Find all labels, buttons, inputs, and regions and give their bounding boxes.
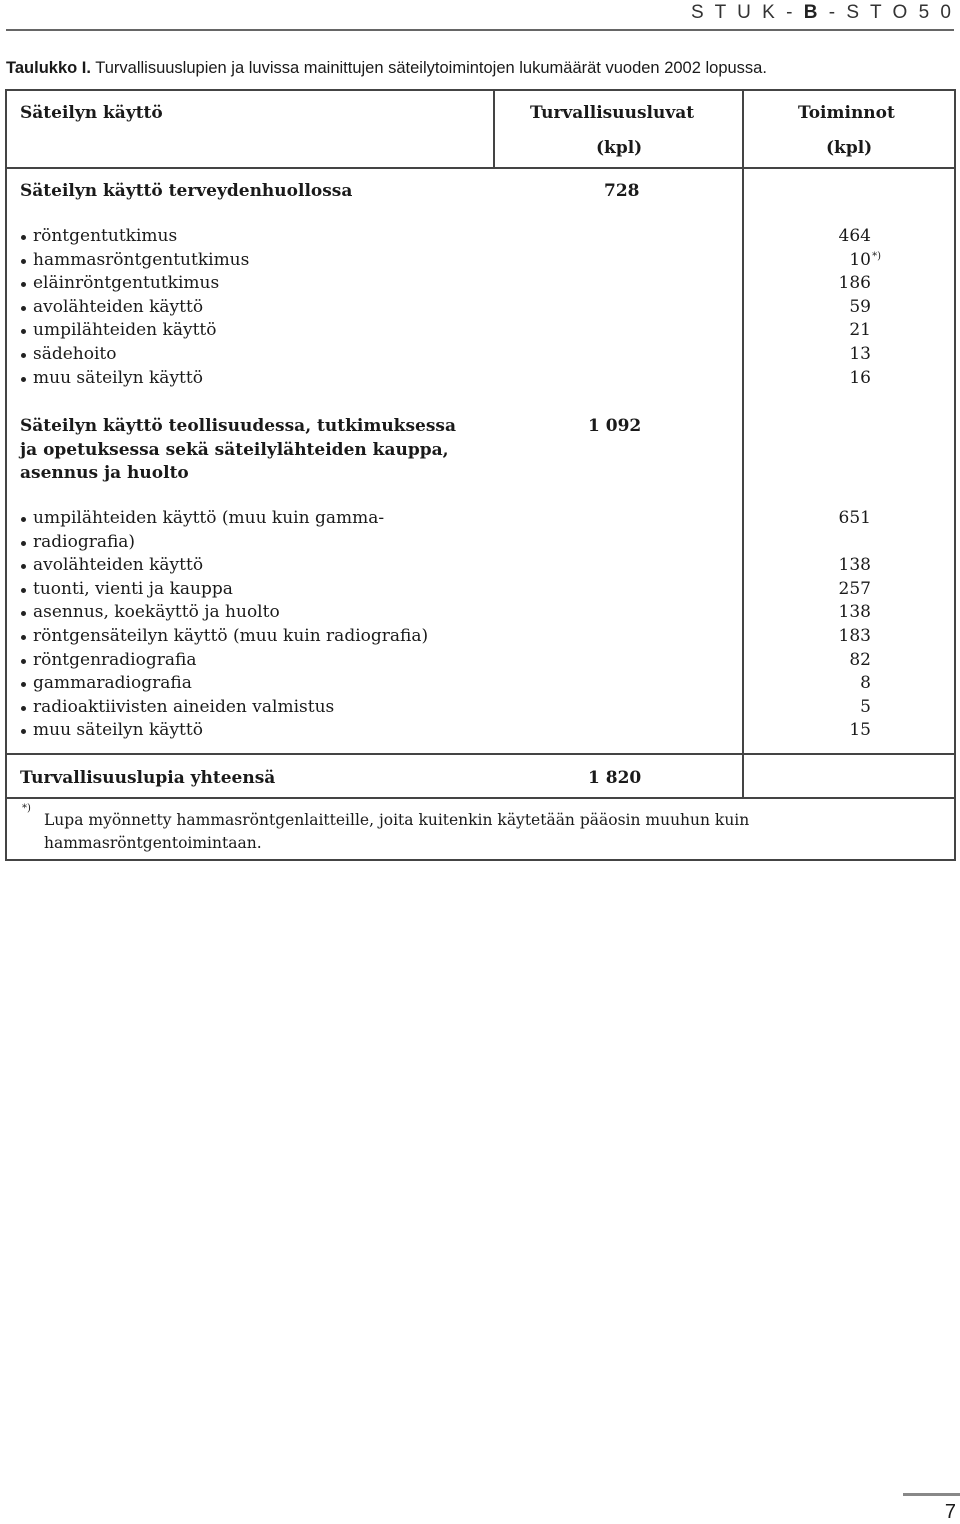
value-cell-blank [801, 531, 871, 555]
list-item: sädehoito [20, 343, 249, 367]
list-item: muu säteilyn käyttö [20, 719, 428, 743]
list-item: muu säteilyn käyttö [20, 367, 249, 391]
value-cell: 13 [849, 343, 871, 364]
section2-title-2: ja opetuksessa sekä säteilylähteiden kauppa, [20, 440, 449, 460]
value-cell: 138 [838, 602, 871, 623]
value-cell: 651 [838, 508, 871, 528]
col2-unit: (kpl) [596, 138, 643, 158]
section1-licences: 728 [604, 181, 640, 201]
list-item: umpilähteiden käyttö [20, 319, 249, 343]
caption-text: Turvallisuuslupien ja luvissa mainittujen säteilytoimintojen lukumäärät vuoden 2002 lopussa. [95, 59, 767, 77]
footnote-line-1: Lupa myönnetty hammasröntgenlaitteille, joita kuitenkin käytetään pääosin muuhun kuin [44, 811, 750, 829]
series-prefix: S T U K - [691, 2, 796, 23]
list-item: avolähteiden käyttö [20, 296, 249, 320]
page-number-rule [903, 1493, 960, 1496]
list-item: tuonti, vienti ja kauppa [20, 578, 428, 602]
series-header [691, 2, 954, 24]
value-cell: 21 [849, 320, 871, 341]
total-divider [742, 755, 744, 799]
section2-licences: 1 092 [588, 416, 642, 436]
list-item: röntgensäteilyn käyttö (muu kuin radiografia) [20, 625, 428, 649]
series-suffix: - S T O 5 0 [828, 2, 954, 23]
section1-list [20, 225, 249, 390]
section2-title-3: asennus ja huolto [20, 463, 189, 483]
series-letter: B [803, 2, 821, 23]
caption-label: Taulukko I. [6, 59, 91, 77]
col3-header: Toiminnot [798, 103, 895, 123]
list-item: umpilähteiden käyttö (muu kuin gamma- [20, 507, 428, 531]
value-cell: 82 [849, 649, 871, 670]
footnote-marker: *) [22, 803, 31, 814]
footnote-line-2: hammasröntgentoimintaan. [44, 834, 262, 852]
list-item: eläinröntgentutkimus [20, 272, 249, 296]
continuation-text: radiografia) [33, 531, 136, 552]
col1-header: Säteilyn käyttö [20, 103, 163, 123]
header-divider-2 [742, 89, 744, 169]
list-item: asennus, koekäyttö ja huolto [20, 601, 428, 625]
list-item: radioaktiivisten aineiden valmistus [20, 696, 428, 720]
value-cell: 257 [838, 578, 871, 599]
section2-list [20, 507, 428, 743]
value-cell: 464 [838, 226, 871, 246]
header-rule [6, 29, 954, 31]
value-cell: 59 [849, 296, 871, 317]
section2-title-1: Säteilyn käyttö teollisuudessa, tutkimuksessa [20, 416, 457, 436]
total-value: 1 820 [588, 768, 642, 788]
value-text: 10 [849, 249, 871, 270]
section1-values [801, 225, 881, 390]
value-cell: 183 [838, 625, 871, 646]
col2-header: Turvallisuusluvat [530, 103, 695, 123]
table-caption [6, 59, 767, 78]
list-item: röntgentutkimus [20, 225, 249, 249]
page-number: 7 [944, 1501, 956, 1523]
value-cell: 5 [860, 696, 871, 717]
list-item: hammasröntgentutkimus [20, 249, 249, 273]
value-cell: 186 [838, 273, 871, 294]
list-item: gammaradiografia [20, 672, 428, 696]
value-cell: 16 [849, 367, 871, 388]
list-item-continuation [20, 531, 428, 555]
list-item: avolähteiden käyttö [20, 554, 428, 578]
value-cell: 138 [838, 555, 871, 576]
col3-unit: (kpl) [826, 138, 873, 158]
value-cell [801, 249, 881, 273]
header-divider-1 [493, 89, 495, 169]
body-divider [742, 167, 744, 755]
section1-title: Säteilyn käyttö terveydenhuollossa [20, 181, 353, 201]
total-label: Turvallisuuslupia yhteensä [20, 768, 276, 788]
list-item: röntgenradiografia [20, 649, 428, 673]
section2-values [801, 507, 871, 743]
value-cell: 8 [860, 673, 871, 694]
value-cell: 15 [849, 720, 871, 741]
footnote-mark: *) [872, 250, 881, 262]
